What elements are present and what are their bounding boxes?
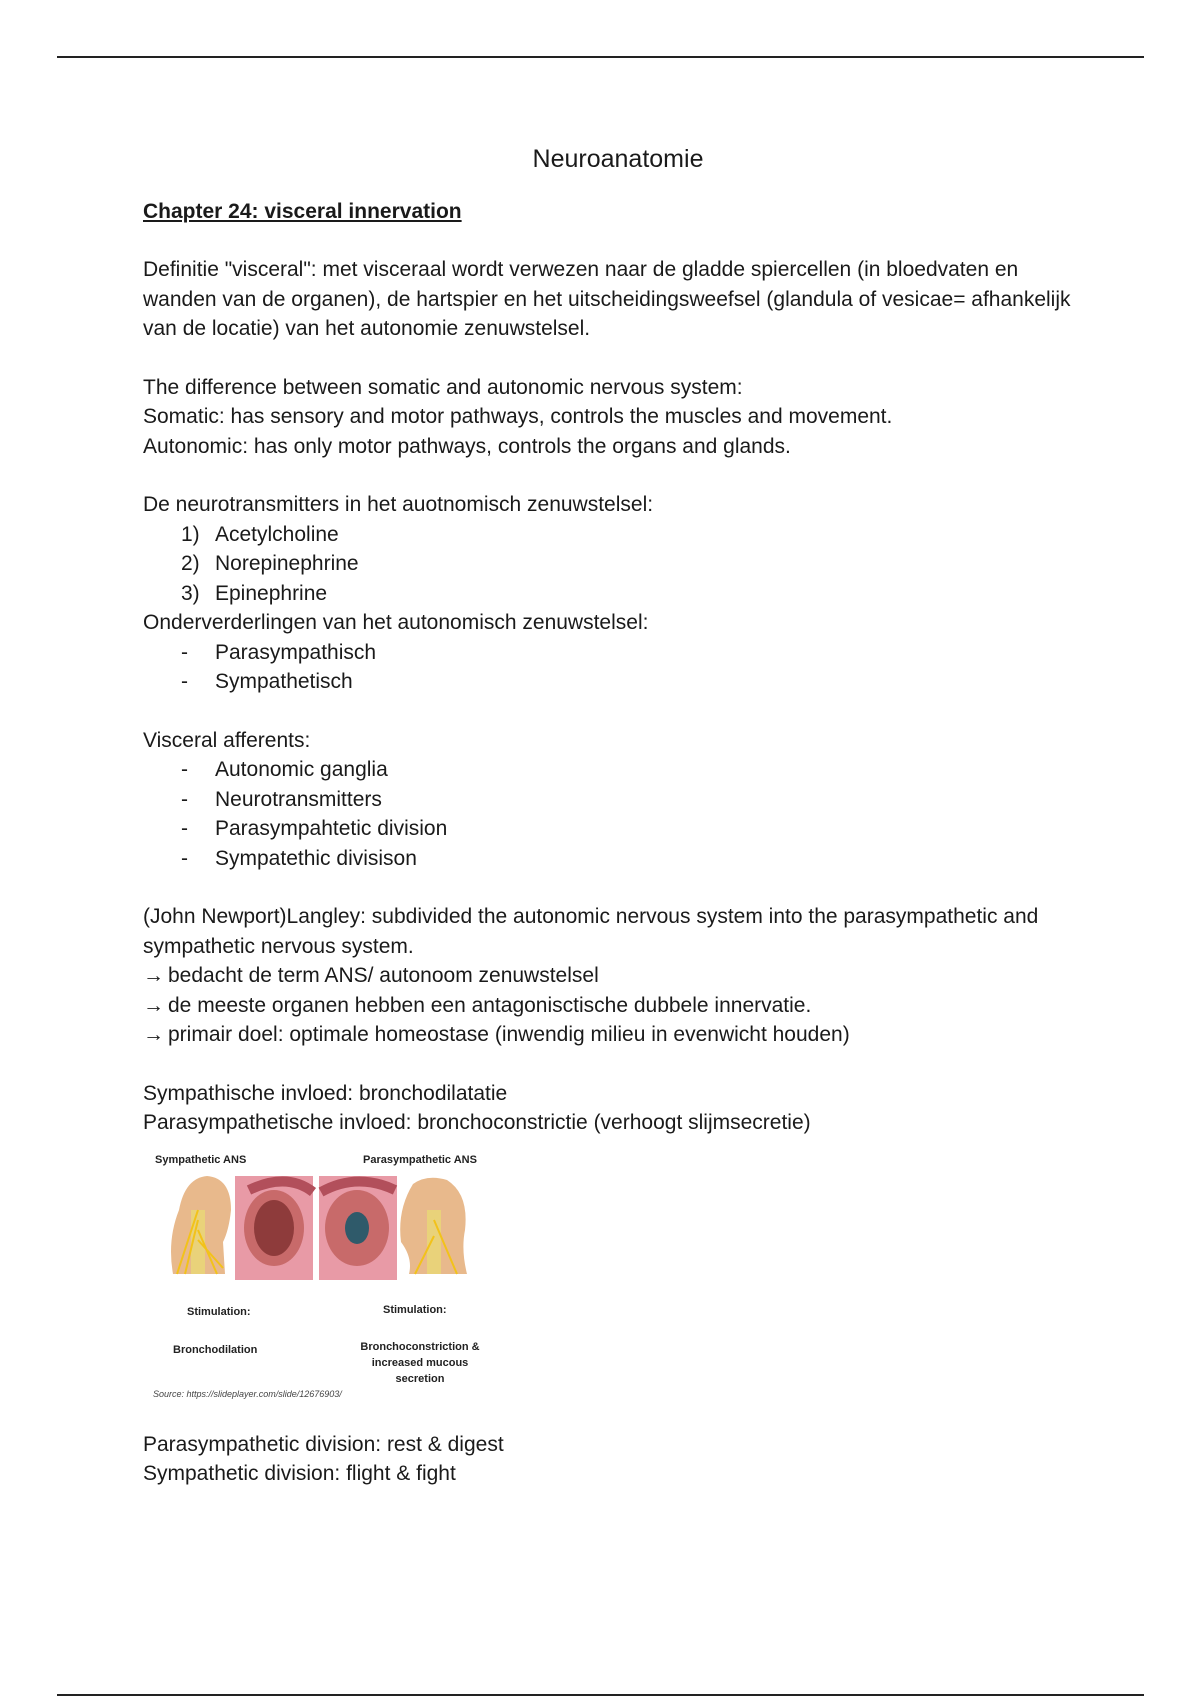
footer-rule (57, 1694, 1144, 1696)
langley-point: → de meeste organen hebben een antagonisctische dubbele innervatie. (143, 993, 812, 1017)
list-item: 2) Norepinephrine (181, 552, 359, 575)
definition-paragraph: Definitie "visceral": met visceraal wordt verwezen naar de gladde spiercellen (in bloedvaten en wanden van de organen), de hartspier en het uitscheidingsweefsel (glandula of vesicae= afhankelijk van de locatie) van het autonomie zenuwstelsel. (143, 258, 1071, 340)
neurotransmitters-intro: De neurotransmitters in het auotnomisch zenuwstelsel: (143, 493, 654, 516)
figure-source: Source: https://slideplayer.com/slide/12676903/ (153, 1388, 342, 1399)
parasympathetic-influence: Parasympathetische invloed: bronchoconstrictie (verhoogt slijmsecretie) (143, 1111, 811, 1134)
left-head-icon (171, 1176, 231, 1274)
sympathetic-summary: Sympathetic division: flight & fight (143, 1462, 456, 1485)
dilated-bronchus-icon (235, 1176, 313, 1280)
figure-left-stim: Stimulation: (187, 1305, 251, 1318)
list-item: - Parasympathisch (181, 640, 377, 664)
neurotransmitter-list (143, 520, 1073, 609)
sympathetic-influence: Sympathische invloed: bronchodilatatie (143, 1081, 508, 1105)
langley-paragraph: (John Newport)Langley: subdivided the autonomic nervous system into the parasympathetic and sympathetic nervous system. (143, 905, 1039, 958)
list-item: - Autonomic ganglia (181, 758, 388, 781)
chapter-heading: Chapter 24: visceral innervation (143, 199, 462, 223)
afferents-list (143, 755, 1073, 873)
langley-point: → bedacht de term ANS/ autonoom zenuwstelsel (143, 964, 599, 987)
figure-left-title: Sympathetic ANS (155, 1153, 247, 1166)
parasympathetic-summary: Parasympathetic division: rest & digest (143, 1432, 504, 1456)
list-item: - Neurotransmitters (181, 787, 382, 811)
afferents-intro: Visceral afferents: (143, 728, 311, 752)
list-item: - Sympatethic divisison (181, 846, 417, 870)
subdivisions-intro: Onderverderlingen van het autonomisch zenuwstelsel: (143, 611, 649, 634)
header-rule (57, 56, 1144, 58)
figure-right-title: Parasympathetic ANS (363, 1153, 477, 1166)
bronchi-illustration (157, 1170, 497, 1290)
right-head-icon (400, 1177, 467, 1273)
list-item: - Sympathetisch (181, 670, 353, 693)
subdivision-list (143, 638, 1073, 697)
document-body (143, 140, 1073, 1489)
figure-right-stim: Stimulation: (383, 1303, 447, 1316)
list-item: 1) Acetylcholine (181, 522, 339, 546)
figure-left-effect: Bronchodilation (173, 1343, 258, 1356)
langley-point: → primair doel: optimale homeostase (inwendig milieu in evenwicht houden) (143, 1023, 850, 1046)
list-item: - Parasympahtetic division (181, 817, 448, 840)
list-item: 3) Epinephrine (181, 581, 328, 605)
ans-bronchi-figure (147, 1152, 507, 1414)
autonomic-line: Autonomic: has only motor pathways, controls the organs and glands. (143, 434, 791, 458)
difference-intro: The difference between somatic and autonomic nervous system: (143, 375, 743, 399)
somatic-line: Somatic: has sensory and motor pathways, controls the muscles and movement. (143, 405, 893, 428)
constricted-bronchus-icon (319, 1176, 397, 1280)
page-title: Neuroanatomie (532, 145, 704, 173)
figure-right-effect: Bronchoconstriction & increased mucous secretion (360, 1340, 480, 1385)
